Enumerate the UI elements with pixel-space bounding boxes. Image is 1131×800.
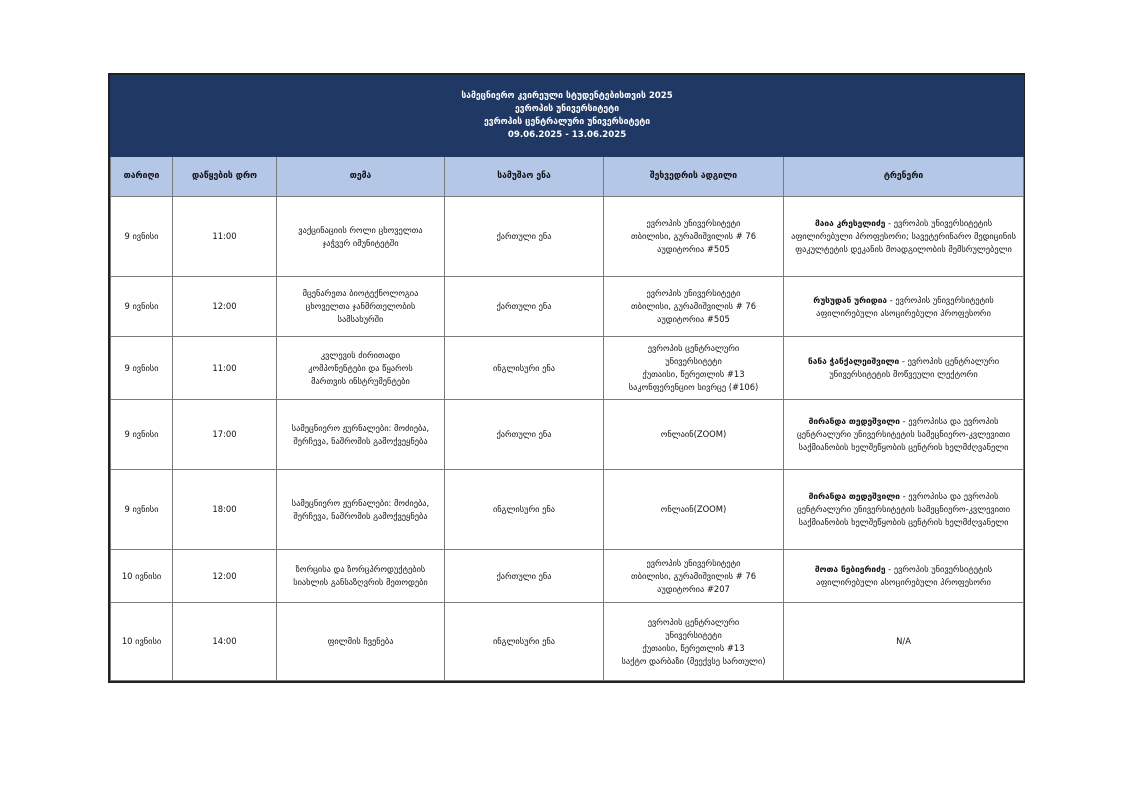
title-line-3: ევროპის ცენტრალური უნივერსიტეტი xyxy=(483,117,651,127)
schedule-table xyxy=(110,75,1024,681)
cell-start-time: 12:00 xyxy=(173,550,277,603)
cell-trainer xyxy=(784,337,1024,400)
cell-start-time: 11:00 xyxy=(173,337,277,400)
topic-line: კომპონენტები და წყაროს xyxy=(308,362,413,373)
topic-line: სამსახურში xyxy=(337,314,384,324)
topic-line: ზორცისა და ზორცპროდუქტების xyxy=(295,564,426,574)
cell-start-time: 14:00 xyxy=(173,603,277,681)
cell-date: 9 ივნისი xyxy=(111,337,173,400)
cell-date: 10 ივნისი xyxy=(111,603,173,681)
cell-language: ქართული ენა xyxy=(445,400,604,470)
cell-trainer xyxy=(784,277,1024,337)
venue-line: საქტო დარბაზი (მეექვსე სართული) xyxy=(621,655,766,666)
venue-line: ევროპის უნივერსიტეტი xyxy=(646,557,741,568)
cell-topic xyxy=(277,603,445,681)
trainer-name: მირანდა თედეშვილი xyxy=(808,491,900,501)
cell-topic xyxy=(277,550,445,603)
trainer-name: მოთა ნებიერიძე xyxy=(814,564,886,574)
topic-line: ფილმის ჩვენება xyxy=(327,636,394,646)
venue-line: საკონფერენციო სივრცე (#106) xyxy=(628,382,759,392)
topic-line: სამეცნიერო ჟურნალები: მოძიება, xyxy=(291,497,430,508)
table-row xyxy=(111,400,1024,470)
schedule-sheet xyxy=(108,73,1025,683)
column-header-start-time: დაწყების დრო xyxy=(173,157,277,197)
cell-start-time: 11:00 xyxy=(173,197,277,277)
cell-venue xyxy=(604,470,784,550)
column-header-trainer: ტრენერი xyxy=(784,157,1024,197)
cell-venue xyxy=(604,603,784,681)
table-row xyxy=(111,337,1024,400)
topic-line: ვაქცინაციის როლი ცხოველთა xyxy=(298,224,423,235)
cell-topic xyxy=(277,197,445,277)
cell-language: ქართული ენა xyxy=(445,197,604,277)
venue-line: ქუთაისი, წერეთლის #13 xyxy=(642,642,745,653)
venue-line: ონლაინ(ZOOM) xyxy=(660,504,727,514)
table-row xyxy=(111,550,1024,603)
cell-venue xyxy=(604,277,784,337)
cell-language: ქართული ენა xyxy=(445,277,604,337)
column-header-date: თარიღი xyxy=(111,157,173,197)
venue-line: ევროპის ცენტრალური xyxy=(647,343,740,353)
cell-trainer xyxy=(784,470,1024,550)
title-line-1: სამეცნიერო კვირეული სტუდენტებისთვის 2025 xyxy=(461,91,673,101)
cell-language: ინგლისური ენა xyxy=(445,470,604,550)
cell-venue xyxy=(604,400,784,470)
cell-venue xyxy=(604,550,784,603)
cell-topic xyxy=(277,277,445,337)
trainer-name: მირანდა თედეშვილი xyxy=(808,416,900,426)
table-row xyxy=(111,603,1024,681)
trainer-description: - ევროპის ცენტრალური უნივერსიტეტის მოწვეული ლექტორი xyxy=(829,356,1000,379)
trainer-description: - ევროპისა და ევროპის ცენტრალური უნივერსიტეტის სამეცნიერო-კვლევითი საქმიანობის ხელშეწყობის ცენტრის ხელმძღვანელი xyxy=(797,416,1011,452)
table-row xyxy=(111,197,1024,277)
table-row xyxy=(111,277,1024,337)
venue-line: ქუთაისი, წერეთლის #13 xyxy=(642,369,745,379)
cell-date: 9 ივნისი xyxy=(111,400,173,470)
trainer-name: მაია კრესელიძე xyxy=(814,218,886,228)
venue-line: ევროპის უნივერსიტეტი xyxy=(646,288,741,298)
cell-start-time: 12:00 xyxy=(173,277,277,337)
venue-line: თბილისი, გურამიშვილის # 76 xyxy=(630,301,757,311)
venue-line: ევროპის უნივერსიტეტი xyxy=(646,218,741,228)
cell-date: 10 ივნისი xyxy=(111,550,173,603)
cell-language: ქართული ენა xyxy=(445,550,604,603)
topic-line: ჯაჭვურ იმუნიტეტში xyxy=(322,237,399,248)
cell-date: 9 ივნისი xyxy=(111,470,173,550)
trainer-description: - ევროპისა და ევროპის ცენტრალური უნივერსიტეტის სამეცნიერო-კვლევითი საქმიანობის ხელშეწყობის ცენტრის ხელმძღვანელი xyxy=(797,491,1011,527)
venue-line: თბილისი, გურამიშვილის # 76 xyxy=(630,231,757,241)
topic-line: შერჩევა, ნაშრომის გამოქვეყნება xyxy=(293,435,428,446)
venue-line: ონლაინ(ZOOM) xyxy=(660,429,727,439)
topic-line: სამეცნიერო ჟურნალები: მოძიება, xyxy=(291,422,430,433)
topic-line: მცენარეთა ბიოტექნოლოგია xyxy=(302,288,419,298)
table-row xyxy=(111,470,1024,550)
cell-topic xyxy=(277,337,445,400)
cell-topic xyxy=(277,400,445,470)
cell-trainer xyxy=(784,603,1024,681)
column-header-topic: თემა xyxy=(277,157,445,197)
title-line-2: ევროპის უნივერსიტეტი xyxy=(515,104,620,114)
cell-language: ინგლისური ენა xyxy=(445,337,604,400)
topic-line: შერჩევა, ნაშრომის გამოქვეყნება xyxy=(293,510,428,521)
topic-line: სიახლის განსაზღვრის მეთოდები xyxy=(293,577,428,587)
cell-start-time: 17:00 xyxy=(173,400,277,470)
topic-line: ცხოველთა ჯანმრთელობის xyxy=(305,301,416,311)
trainer-description: - ევროპის უნივერსიტეტის აფილირებული ასოცირებული პროფესორი xyxy=(816,294,994,318)
trainer-description: - ევროპის უნივერსიტეტის აფილირებული პროფესორი; სავეტერინარო მედიცინის ფაკულტეტის დეკანის მოადგილობის მემსრულებელი xyxy=(791,218,1016,254)
schedule-rows xyxy=(111,197,1024,681)
topic-line: კვლევის ძირითადი xyxy=(320,349,401,360)
venue-line: უნივერსიტეტი xyxy=(665,629,722,640)
venue-line: უნივერსიტეტი xyxy=(665,356,722,366)
venue-line: ევროპის ცენტრალური xyxy=(647,616,740,627)
cell-date: 9 ივნისი xyxy=(111,197,173,277)
cell-trainer xyxy=(784,550,1024,603)
venue-line: აუდიტორია #505 xyxy=(657,244,730,254)
column-header-venue: შეხვედრის ადგილი xyxy=(604,157,784,197)
schedule-title xyxy=(111,76,1024,157)
cell-venue xyxy=(604,197,784,277)
cell-trainer xyxy=(784,400,1024,470)
venue-line: აუდიტორია #505 xyxy=(657,314,730,324)
column-header-language: სამუშაო ენა xyxy=(445,157,604,197)
trainer-description: N/A xyxy=(896,636,911,646)
title-dates: 09.06.2025 - 13.06.2025 xyxy=(507,130,627,140)
cell-start-time: 18:00 xyxy=(173,470,277,550)
venue-line: თბილისი, გურამიშვილის # 76 xyxy=(630,570,757,581)
column-header-row xyxy=(111,157,1024,197)
trainer-name: რუსუდან ურიდია xyxy=(813,294,888,305)
trainer-name: ნანა ჭანქალეიშვილი xyxy=(807,356,900,366)
trainer-description: - ევროპის უნივერსიტეტის აფილირებული ასოცირებული პროფესორი xyxy=(816,564,993,587)
topic-line: მართვის ინსტრუმენტები xyxy=(311,375,410,386)
cell-date: 9 ივნისი xyxy=(111,277,173,337)
venue-line: აუდიტორია #207 xyxy=(657,583,730,594)
cell-topic xyxy=(277,470,445,550)
cell-venue xyxy=(604,337,784,400)
cell-language: ინგლისური ენა xyxy=(445,603,604,681)
cell-trainer xyxy=(784,197,1024,277)
